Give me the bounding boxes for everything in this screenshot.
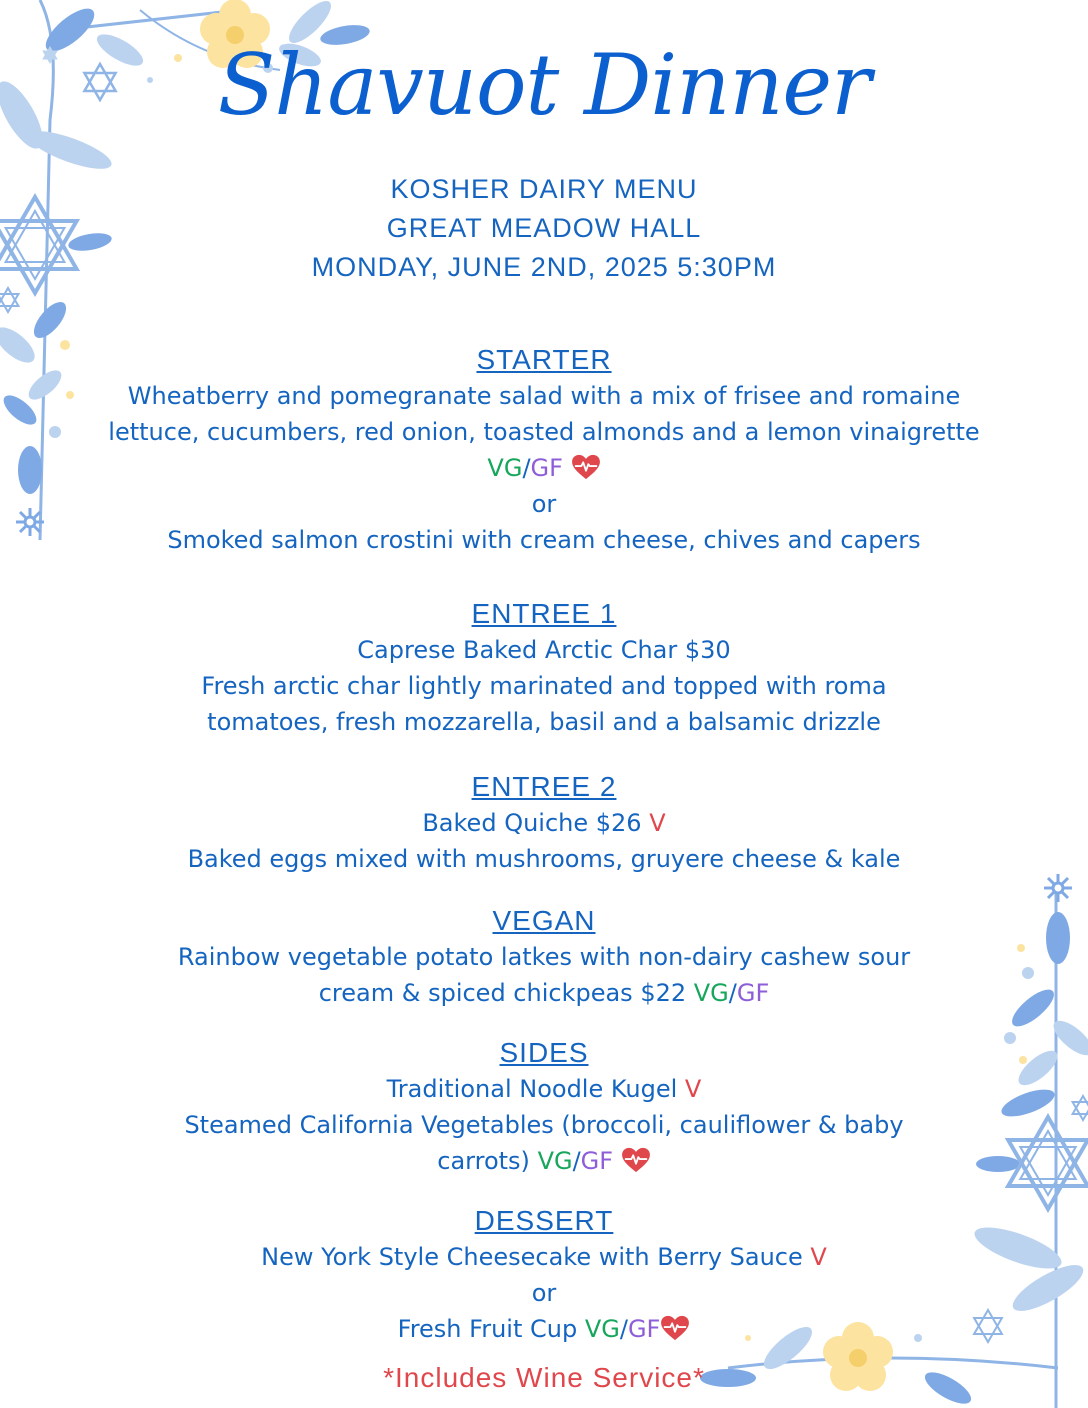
gf-tag: GF — [627, 1315, 661, 1343]
snowflake-flower-icon — [1044, 874, 1072, 902]
sides-section — [60, 1035, 1028, 1179]
section-heading: SIDES — [499, 1037, 589, 1068]
star-of-david-icon — [1073, 1096, 1088, 1120]
wine-service-note: *Includes Wine Service* — [383, 1362, 705, 1393]
section-heading: ENTREE 2 — [471, 771, 617, 802]
entree1-section — [60, 596, 1028, 740]
section-heading: ENTREE 1 — [471, 598, 617, 629]
snowflake-flower-icon — [16, 508, 44, 536]
section-heading: VEGAN — [492, 905, 596, 936]
heart-pulse-icon — [660, 1315, 690, 1341]
menu-item-description: lettuce, cucumbers, red onion, toasted almonds and a lemon vinaigrette — [108, 418, 980, 446]
gf-tag: GF — [736, 979, 770, 1007]
heart-pulse-icon — [621, 1147, 651, 1173]
dessert-section — [60, 1203, 1028, 1347]
heart-pulse-icon — [571, 454, 601, 480]
gf-tag: GF — [580, 1147, 614, 1175]
menu-item-description: tomatoes, fresh mozzarella, basil and a balsamic drizzle — [207, 708, 881, 736]
or-separator: or — [531, 490, 557, 518]
gf-tag: GF — [530, 454, 563, 482]
vg-tag: VG — [584, 1315, 620, 1343]
event-date-time: MONDAY, JUNE 2ND, 2025 5:30PM — [311, 252, 777, 282]
menu-item-name: Fresh Fruit Cup VG/GF — [60, 1311, 1028, 1347]
menu-item-description: carrots) VG/GF — [60, 1143, 1028, 1179]
menu-item-description: Smoked salmon crostini with cream cheese, chives and capers — [167, 526, 921, 554]
entree2-section — [60, 769, 1028, 877]
page-title: Shavuot Dinner — [217, 36, 871, 134]
vegan-section — [60, 903, 1028, 1011]
menu-item-name: Caprese Baked Arctic Char $30 — [357, 636, 731, 664]
vg-tag: VG — [487, 454, 523, 482]
section-heading: DESSERT — [474, 1205, 614, 1236]
venue: GREAT MEADOW HALL — [386, 213, 702, 243]
dietary-tags: VG/GF — [60, 450, 1028, 486]
menu-item-description: cream & spiced chickpeas $22 VG/GF — [318, 979, 770, 1007]
section-heading: STARTER — [476, 344, 612, 375]
menu-item-name: New York Style Cheesecake with Berry Sauce V — [261, 1243, 827, 1271]
starter-section — [60, 342, 1028, 558]
menu-item-name: Baked Quiche $26 V — [422, 809, 666, 837]
menu-type: KOSHER DAIRY MENU — [390, 174, 698, 204]
vg-tag: VG — [693, 979, 729, 1007]
menu-item-name: Traditional Noodle Kugel V — [386, 1075, 702, 1103]
menu-item-description: Fresh arctic char lightly marinated and topped with roma — [201, 672, 887, 700]
menu-item-description: Wheatberry and pomegranate salad with a mix of frisee and romaine — [127, 382, 961, 410]
v-tag: V — [684, 1075, 702, 1103]
star-of-david-icon — [0, 288, 18, 312]
or-separator: or — [531, 1279, 557, 1307]
vg-tag: VG — [537, 1147, 573, 1175]
menu-item-description: Baked eggs mixed with mushrooms, gruyere cheese & kale — [187, 845, 901, 873]
v-tag: V — [649, 809, 666, 837]
menu-item-description: Rainbow vegetable potato latkes with non-dairy cashew sour — [177, 943, 911, 971]
v-tag: V — [810, 1243, 827, 1271]
menu-item-description: Steamed California Vegetables (broccoli, cauliflower & baby — [184, 1111, 904, 1139]
